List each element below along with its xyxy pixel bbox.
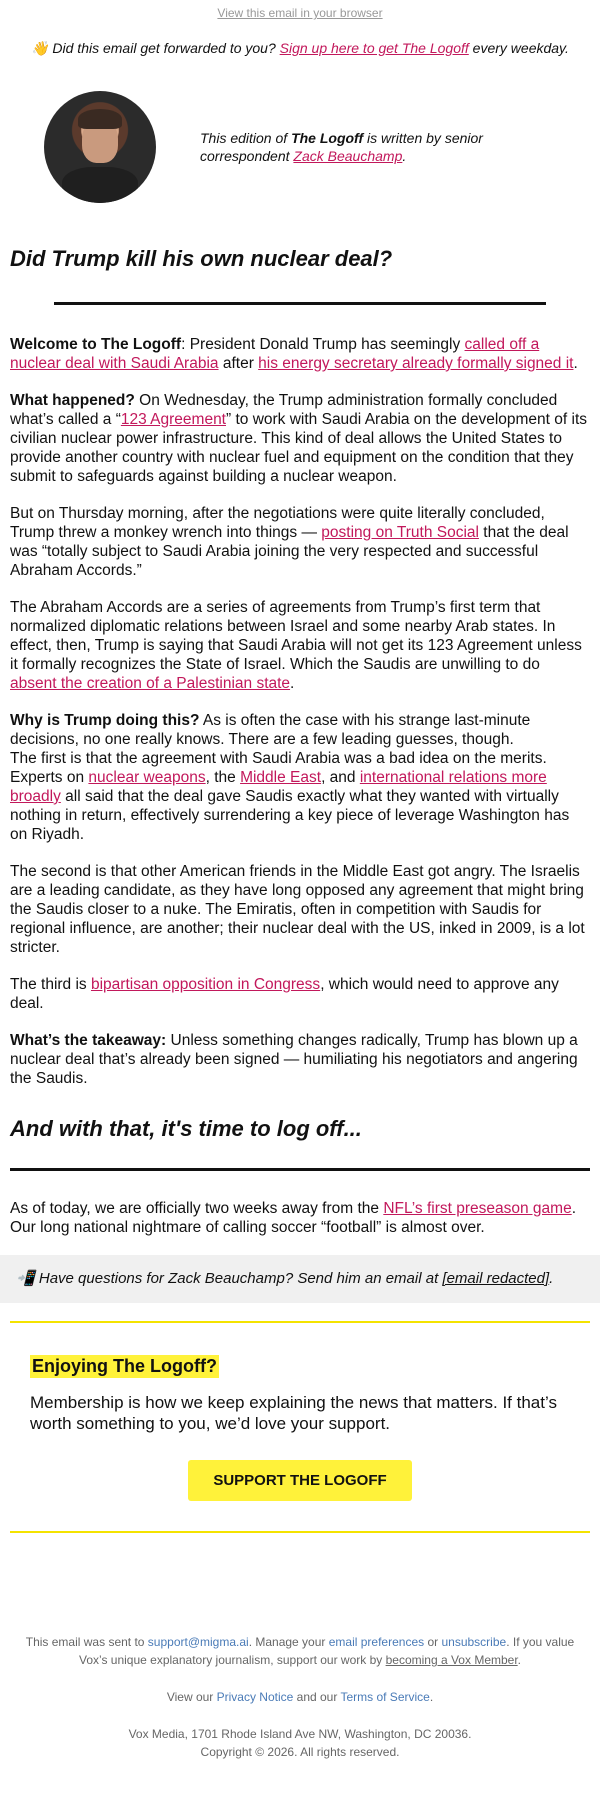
support-title: Enjoying The Logoff?	[32, 1356, 217, 1376]
support-section	[0, 1323, 600, 1531]
author-block	[0, 78, 600, 206]
support-text: Membership is how we keep explaining the news that matters. If that’s worth something to you, we’d love your support.	[30, 1393, 557, 1433]
link-international-relations[interactable]: international relations more broadly	[10, 769, 547, 805]
paragraph-third: The third is bipartisan opposition in Congress, which would need to approve any deal.	[10, 976, 559, 1012]
paragraph-what-happened: What happened? On Wednesday, the Trump administration formally concluded what’s called a “123 Agreement” to work with Saudi Arabia on the development of its civilian nuclear power infrastructure. This kind of deal allows the United States to provide another country with nuclear fuel and equipment on the condition that they submit to safeguards against building a nuclear weapon.	[10, 392, 588, 485]
author-byline: This edition of The Logoff is written by senior correspondent Zack Beauchamp.	[200, 130, 483, 164]
wave-icon: 👋	[31, 40, 49, 56]
link-truth-social[interactable]: posting on Truth Social	[321, 524, 479, 541]
privacy-link[interactable]: Privacy Notice	[216, 1690, 294, 1704]
terms-link[interactable]: Terms of Service	[340, 1690, 430, 1704]
paragraph-thursday: But on Thursday morning, after the negotiations were quite literally concluded, Trump threw a monkey wrench into things — posting on Truth Social that the deal was “totally subject to Saudi Arabia joining the very respected and successful Abraham Accords.”	[10, 505, 569, 579]
paragraph-takeaway: What’s the takeaway: Unless something changes radically, Trump has blown up a nuclear deal that’s already been signed — humiliating his negotiators and angering the Saudis.	[10, 1032, 578, 1087]
footer-sent-to: This email was sent to support@migma.ai. Manage your email preferences or unsubscribe. If you value Vox’s unique explanatory journalism, support our work by becoming a Vox Member.	[25, 1635, 575, 1667]
paragraph-abraham-accords: The Abraham Accords are a series of agreements from Trump’s first term that normalized diplomatic relations between Israel and some nearby Arab states. In effect, then, Trump is saying that Saudi Arabia will not get its 123 Agreement unless it formally recognizes the State of Israel. Which the Saudis are unwilling to do absent the creation of a Palestinian state.	[10, 599, 582, 692]
footer-email-link[interactable]: support@migma.ai	[147, 1635, 249, 1649]
vox-member-link[interactable]: becoming a Vox Member	[385, 1653, 518, 1667]
divider	[10, 1168, 590, 1171]
email-link[interactable]: [email redacted]	[442, 1270, 550, 1287]
brand-name: The Logoff	[291, 130, 364, 146]
paragraph-why: Why is Trump doing this? As is often the case with his strange last-minute decisions, no one really knows. There are a few leading guesses, though. The first is that the agreement with Saudi Arabia was a bad idea on the merits. Experts on nuclear weapons, the Middle East, and international relations more broadly all said that the deal gave Saudis exactly what they wanted with virtually nothing in return, effectively surrendering a key piece of leverage Washington has on Riyadh.	[10, 712, 570, 843]
signup-link[interactable]: Sign up here to get The Logoff	[279, 40, 469, 56]
link-middle-east[interactable]: Middle East	[240, 769, 322, 786]
footer	[0, 1633, 600, 1761]
forward-notice	[0, 22, 600, 78]
closing-paragraph: As of today, we are officially two weeks away from the NFL’s first preseason game. Our long national nightmare of calling soccer “football” is almost over.	[10, 1200, 577, 1236]
headline: Did Trump kill his own nuclear deal?	[10, 246, 393, 271]
forward-text-end: every weekday.	[472, 40, 569, 56]
link-palestinian-state[interactable]: absent the creation of a Palestinian state	[10, 675, 291, 692]
email-preferences-link[interactable]: email preferences	[328, 1635, 425, 1649]
divider	[10, 1531, 590, 1533]
copyright: Copyright © 2026. All rights reserved.	[200, 1745, 400, 1759]
paragraph-second: The second is that other American friends in the Middle East got angry. The Israelis are a leading candidate, as they have long opposed any agreement that might bring the Saudis closer to a nuke. The Emiratis, often in competition with Saudis for regional influence, are another; their nuclear deal with the US, inked in 2009, is a lot stricter.	[10, 863, 585, 956]
phone-icon: 📲	[16, 1270, 35, 1287]
link-energy-secretary[interactable]: his energy secretary already formally signed it	[258, 355, 574, 372]
footer-legal: View our Privacy Notice and our Terms of Service.	[166, 1690, 434, 1704]
support-button[interactable]: SUPPORT THE LOGOFF	[188, 1460, 412, 1501]
article-body	[0, 335, 600, 1088]
questions-box: 📲 Have questions for Zack Beauchamp? Send him an email at [email redacted].	[0, 1255, 600, 1303]
link-123-agreement[interactable]: 123 Agreement	[120, 411, 226, 428]
unsubscribe-link[interactable]: unsubscribe	[441, 1635, 507, 1649]
link-congress[interactable]: bipartisan opposition in Congress	[90, 976, 321, 993]
signoff-heading: And with that, it's time to log off...	[10, 1116, 362, 1141]
top-bar	[0, 0, 600, 22]
link-nuclear-weapons[interactable]: nuclear weapons	[88, 769, 206, 786]
link-nfl[interactable]: NFL’s first preseason game	[383, 1200, 572, 1217]
paragraph-welcome: Welcome to The Logoff: President Donald Trump has seemingly called off a nuclear deal with Saudi Arabia after his energy secretary already formally signed it.	[10, 336, 578, 372]
forward-text: Did this email get forwarded to you?	[52, 40, 276, 56]
divider	[54, 302, 546, 305]
author-link[interactable]: Zack Beauchamp	[293, 148, 403, 164]
footer-address: Vox Media, 1701 Rhode Island Ave NW, Washington, DC 20036. Copyright © 2026. All rights reserved.	[128, 1727, 472, 1759]
avatar	[44, 91, 156, 203]
link-called-off[interactable]: called off a nuclear deal with Saudi Arabia	[10, 336, 540, 372]
view-in-browser-link[interactable]: View this email in your browser	[217, 6, 383, 20]
